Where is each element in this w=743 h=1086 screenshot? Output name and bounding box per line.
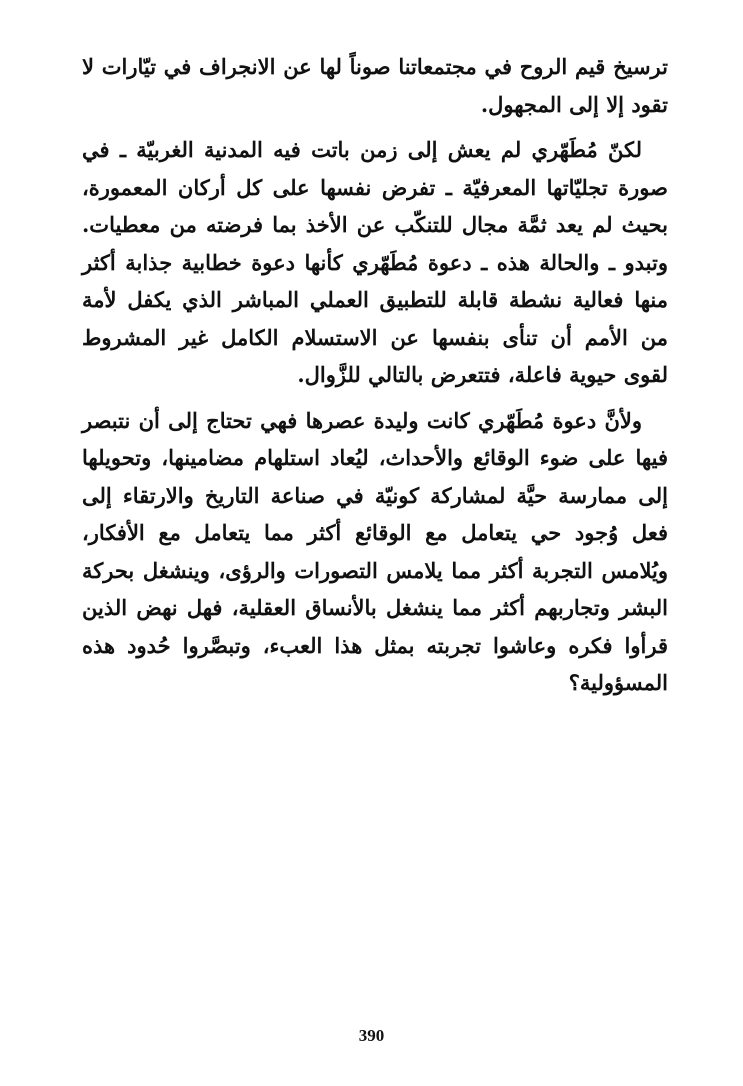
- paragraph-mutahhari-era: لكنّ مُطَهّري لم يعش إلى زمن باتت فيه المدنية الغربيّة ـ في صورة تجليّاتها المعرفيّة ـ تفرض نفسها على كل أركان المعمورة، بحيث لم يعد ثمَّة مجال للتنكّب عن الأخذ بما فرضته من معطيات. وتبدو ـ والحالة هذه ـ دعوة مُطَهّري كأنها دعوة خطابية جذابة أكثر منها فعالية نشطة قابلة للتطبيق العملي المباشر الذي يكفل لأمة من الأمم أن تنأى بنفسها عن الاستسلام الكامل غير المشروط لقوى حيوية فاعلة، فتتعرض بالتالي للزَّوال.: [82, 137, 668, 387]
- page-number: 390: [358, 1026, 385, 1045]
- paragraph-continuation: ترسيخ قيم الروح في مجتمعاتنا صوناً لها عن الانجراف في تيّارات لا تقود إلا إلى المجهول.: [82, 54, 668, 117]
- paragraph-mutahhari-call: ولأنَّ دعوة مُطَهّري كانت وليدة عصرها فهي تحتاج إلى أن نتبصر فيها على ضوء الوقائع والأحداث، ليُعاد استلهام مضامينها، وتحويلها إلى ممارسة حيَّة لمشاركة كونيّة في صناعة التاريخ والارتقاء إلى فعل وُجود حي يتعامل مع الوقائع أكثر مما يتعامل مع الأفكار، ويُلامس التجربة أكثر مما يلامس التصورات والرؤى، وينشغل بحركة البشر وتجاربهم أكثر مما ينشغل بالأنساق العقلية، فهل نهض الذين قرأوا فكره وعاشوا تجربته بمثل هذا العبء، وتبصَّروا حُدود هذه المسؤولية؟: [82, 407, 668, 695]
- body-text: [82, 48, 668, 702]
